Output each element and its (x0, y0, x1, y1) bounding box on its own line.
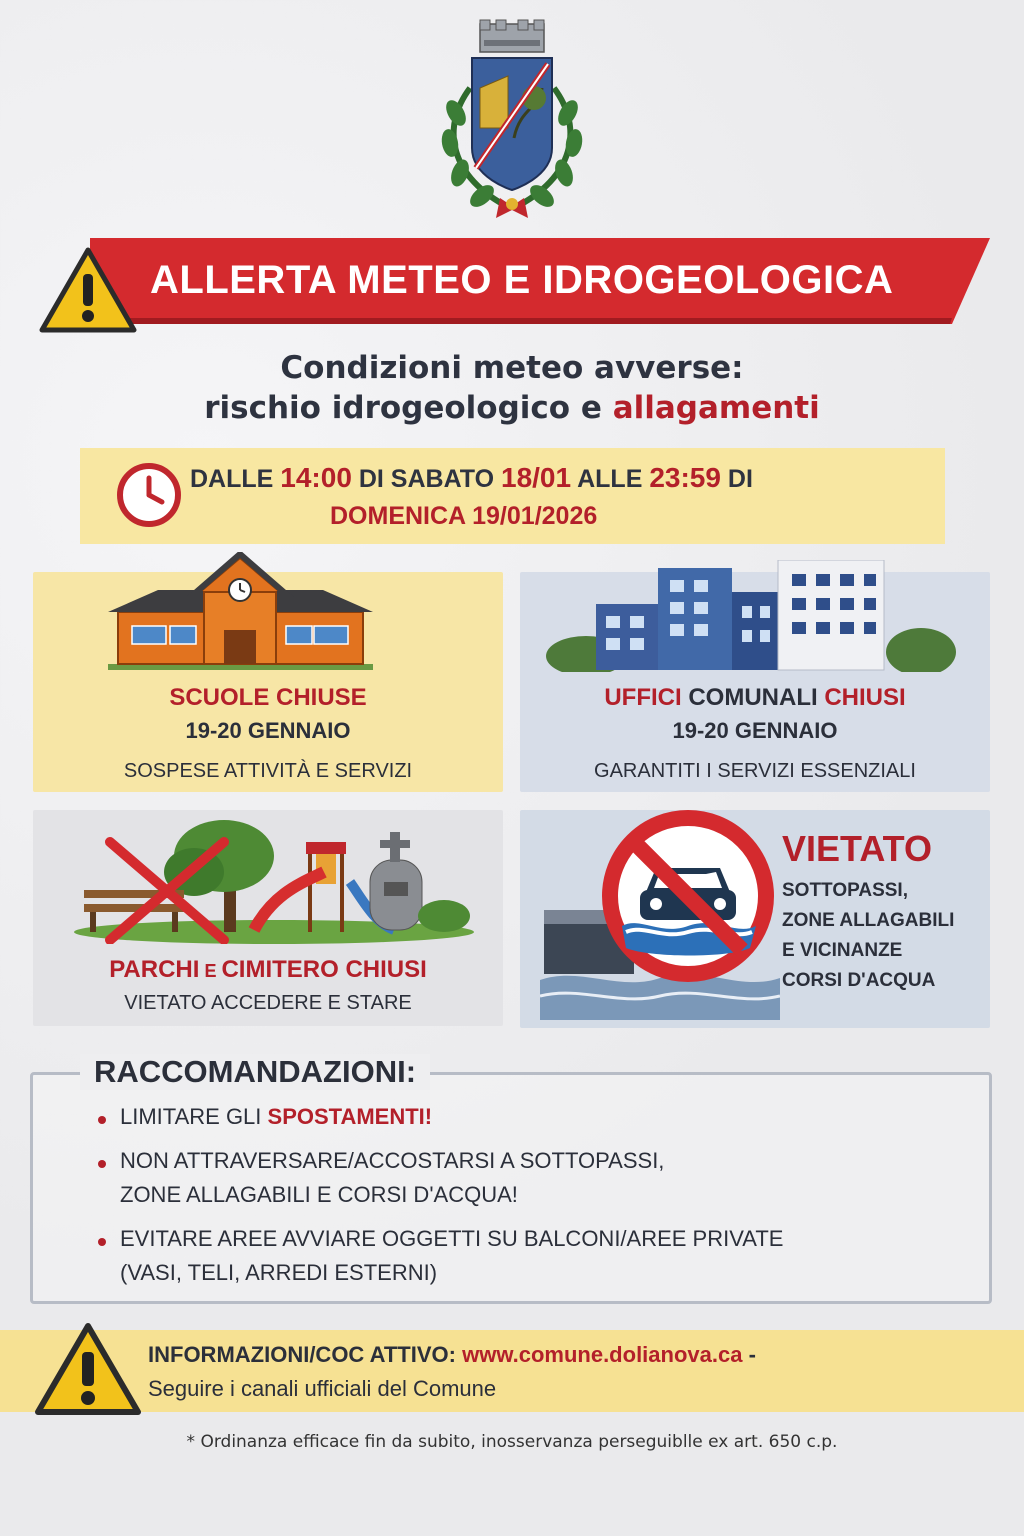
park-cemetery-icon (74, 812, 474, 944)
bullet-icon (96, 1154, 112, 1170)
warning-icon (38, 246, 138, 334)
schools-note: SOSPESE ATTIVITÀ E SERVIZI (123, 760, 413, 782)
schools-title: SCUOLE CHIUSE (169, 684, 367, 711)
date-line2: DOMENICA 19/01/2026 (330, 502, 598, 530)
offices-note: GARANTITI I SERVIZI ESSENZIALI (594, 760, 916, 782)
parks-title: PARCHI E CIMITERO CHIUSI (109, 956, 427, 983)
clock-icon (116, 462, 182, 528)
offices-icon (546, 560, 956, 672)
no-car-flood-icon (600, 808, 776, 984)
recommendations-title: RACCOMANDAZIONI: (80, 1054, 430, 1090)
bullet-icon (96, 1110, 112, 1126)
reco-item-2: NON ATTRAVERSARE/ACCOSTARSI A SOTTOPASSI, ZONE ALLAGABILI E CORSI D'ACQUA! (120, 1148, 665, 1207)
reco-item-1: LIMITARE GLI SPOSTAMENTI! (120, 1104, 433, 1129)
footnote: * Ordinanza efficace fin da subito, inosservanza perseguiblle ex art. 650 c.p. (186, 1432, 838, 1452)
warning-icon (34, 1322, 142, 1416)
municipal-crest (430, 18, 594, 223)
bullet-icon (96, 1232, 112, 1248)
forbidden-title: VIETATO (782, 828, 933, 869)
offices-dates: 19-20 GENNAIO (672, 718, 838, 743)
schools-dates: 19-20 GENNAIO (185, 718, 351, 743)
subtitle-line2: rischio idrogeologico e allagamenti (204, 390, 820, 426)
info-line2: Seguire i canali ufficiali del Comune (148, 1376, 497, 1401)
website-link[interactable]: www.comune.dolianova.ca (462, 1342, 743, 1367)
alert-title: ALLERTA METEO E IDROGEOLOGICA (150, 258, 894, 302)
offices-title: UFFICI COMUNALI CHIUSI (604, 684, 906, 711)
date-line1: DALLE 14:00 DI SABATO 18/01 ALLE 23:59 DI (190, 462, 753, 493)
parks-note: VIETATO ACCEDERE E STARE (124, 992, 412, 1014)
subtitle-line1: Condizioni meteo avverse: (280, 350, 744, 386)
school-icon (108, 552, 373, 672)
reco-item-3: EVITARE AREE AVVIARE OGGETTI SU BALCONI/AREE PRIVATE (VASI, TELI, ARREDI ESTERNI) (120, 1226, 784, 1285)
info-line1: INFORMAZIONI/COC ATTIVO: www.comune.dolianova.ca - (148, 1342, 756, 1367)
forbidden-list: SOTTOPASSI, ZONE ALLAGABILI E VICINANZE CORSI D'ACQUA (782, 880, 955, 991)
